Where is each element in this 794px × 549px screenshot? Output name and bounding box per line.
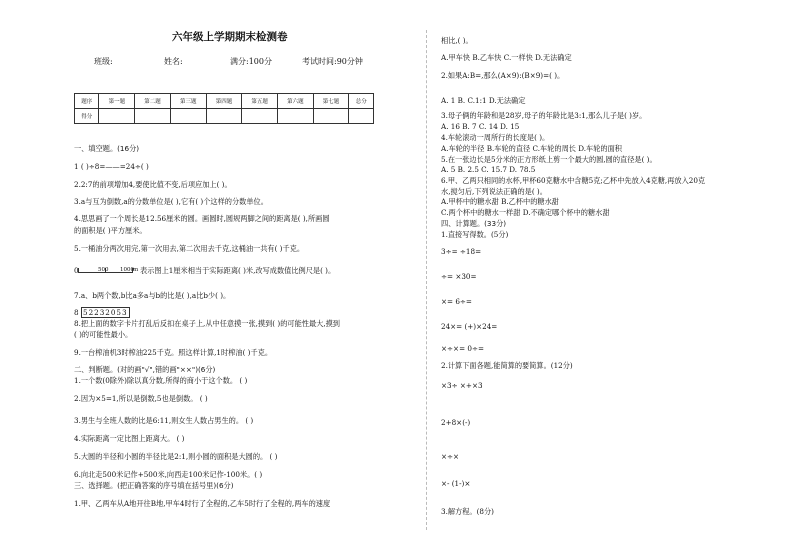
choice-5-options: A. 5 B. 2.5 C. 15.7 D. 78.5 <box>441 165 536 174</box>
section-judge: 二、判断题。(对的画"√",错的画"××")(6分) <box>74 365 216 374</box>
score-blank[interactable] <box>278 109 314 124</box>
column-divider <box>426 30 428 530</box>
score-cell: 第一题 <box>99 94 135 109</box>
question-4-line1: 4.思思画了一个周长是12.56厘米的圆。画圆时,圆规两脚之间的距离是( ),所画圆 <box>74 214 330 223</box>
choice-1-options: A.甲车快 B.乙车快 C.一样快 D.无法确定 <box>441 53 572 62</box>
question-6: 表示图上1厘米相当于实际距离( )米,改写成数值比例尺是( )。 <box>140 266 336 275</box>
question-8-line1: 8.把上面的数字卡片打乱后反扣在桌子上,从中任意摸一张,摸到( )的可能性最大,摸到 <box>74 319 340 328</box>
score-cell: 第四题 <box>206 94 242 109</box>
scale-label-1000: 1000 <box>120 267 134 273</box>
choice-2: 2.如果A:B=,那么(A×9):(B×9)=( )。 <box>441 71 565 80</box>
judge-6: 6.向北走500米记作+500米,向西走100米记作-100米。( ) <box>74 470 263 479</box>
choice-6-option-ab: A.甲杯中的糖水甜 B.乙杯中的糖水甜 <box>441 197 559 206</box>
question-5: 5.一桶油分两次用完,第一次用去,第二次用去千克,这桶油一共有( )千克。 <box>74 244 305 253</box>
scale-label-0: 0 <box>74 266 79 275</box>
calc-direct-row2: ÷= ×30= <box>441 272 477 281</box>
q8-number: 8 <box>74 308 79 317</box>
question-3: 3.a与互为倒数,a的分数单位是( ),它有( )个这样的分数单位。 <box>74 197 268 206</box>
score-blank[interactable] <box>170 109 206 124</box>
score-blank[interactable] <box>206 109 242 124</box>
choice-3-options: A. 16 B. 7 C. 14 D. 15 <box>441 122 520 131</box>
question-8-line2: ( )的可能性最小。 <box>74 330 133 339</box>
choice-1: 1.甲、乙两车从A地开往B地,甲车4时行了全程的,乙车5时行了全程的,两车的速度 <box>74 499 331 508</box>
choice-2-options: A. 1 B. C.1:1 D.无法确定 <box>441 96 526 105</box>
section-calc: 四、计算题。(33分) <box>441 219 507 228</box>
score-cell: 第二题 <box>135 94 171 109</box>
question-1: 1 ( )÷8=——=24÷( ) <box>74 162 149 171</box>
calc-direct-row4: 24×= (+)×24= <box>441 322 498 331</box>
question-9: 9.一台榨油机3时榨油225千克。照这样计算,1时榨油( )千克。 <box>74 348 273 357</box>
choice-3: 3.母子俩的年龄和是28岁,母子的年龄比是3:1,那么儿子是( )岁。 <box>441 111 647 120</box>
class-label: 班级: <box>94 57 113 66</box>
digit-cards: 52232053 <box>83 308 128 317</box>
choice-6-option-cd: C.两个杯中的糖水一样甜 D.不确定哪个杯中的糖水甜 <box>441 208 610 217</box>
question-2: 2.2:7的前项增加4,要使比值不变,后项应加上( )。 <box>74 180 232 189</box>
score-blank[interactable] <box>99 109 135 124</box>
name-label: 姓名: <box>164 57 183 66</box>
judge-2: 2.因为×5=1,所以是倒数,5也是倒数。 ( ) <box>74 394 208 403</box>
score-blank[interactable] <box>135 109 171 124</box>
calc-direct-row3: ×= 6÷= <box>441 297 472 306</box>
score-cell: 第三题 <box>170 94 206 109</box>
calc-direct-row1: 3÷= ÷18= <box>441 247 482 256</box>
section-choice: 三、选择题。(把正确答案的序号填在括号里)(6分) <box>74 481 234 490</box>
question-7: 7.a、b两个数,b比a多a与b的比是( ),a比b少( )。 <box>74 291 231 300</box>
calc-direct-row5: ×÷×= 0÷= <box>441 344 484 353</box>
calc-simplify-row2: 2+8×(-) <box>441 418 471 427</box>
score-cell: 题序 <box>75 94 99 109</box>
calc-equation-title: 3.解方程。(8分) <box>441 507 494 516</box>
score-blank[interactable] <box>349 109 374 124</box>
calc-simplify-row3: ×÷× <box>441 452 460 461</box>
full-score: 满分:100分 <box>230 57 272 66</box>
right-column <box>441 0 781 549</box>
choice-4: 4.车轮滚动一周所行的长度是( )。 <box>441 133 550 142</box>
score-blank[interactable] <box>242 109 278 124</box>
choice-6-line1: 6.甲、乙两只相同的水杯,甲杯60克糖水中含糖5克;乙杯中先放入4克糖,再放入20克 <box>441 176 706 185</box>
exam-time: 考试时间:90分钟 <box>302 57 363 66</box>
score-cell: 第七题 <box>313 94 349 109</box>
calc-direct-title: 1.直接写得数。(5分) <box>441 230 509 239</box>
scale-unit: m <box>133 267 139 273</box>
calc-simplify-row4: ×- (1-)× <box>441 479 471 488</box>
score-table-score-row <box>75 109 374 124</box>
judge-1: 1.一个数(0除外)除以真分数,所得的商小于这个数。 ( ) <box>74 376 248 385</box>
score-cell: 第五题 <box>242 94 278 109</box>
exam-title: 六年级上学期期末检测卷 <box>172 31 288 43</box>
score-cell: 总分 <box>349 94 374 109</box>
calc-simplify-title: 2.计算下面各题,能简算的要简算。(12分) <box>441 361 573 370</box>
judge-3: 3.男生与全班人数的比是6:11,则女生人数占男生的。 ( ) <box>74 416 254 425</box>
score-table <box>74 93 374 124</box>
section-fill-blank: 一、填空题。(16分) <box>74 144 140 153</box>
judge-5: 5.大圆的半径和小圆的半径比是2:1,则小圆的面积是大圆的。 ( ) <box>74 452 278 461</box>
scale-label-500: 500 <box>98 267 109 273</box>
choice-6-line2: 水,搅匀后,下列说法正确的是( )。 <box>441 187 547 196</box>
left-column <box>74 0 412 549</box>
choice-1-cont: 相比,( )。 <box>441 36 473 45</box>
calc-simplify-row1: ×3÷ ×+×3 <box>441 381 483 390</box>
score-table-header-row <box>75 94 374 109</box>
score-cell: 第六题 <box>278 94 314 109</box>
choice-4-options: A.车轮的半径 B.车轮的直径 C.车轮的周长 D.车轮的面积 <box>441 144 622 153</box>
choice-5: 5.在一张边长是5分米的正方形纸上剪一个最大的圆,圆的直径是( )。 <box>441 155 657 164</box>
judge-4: 4.实际距离一定比图上距离大。 ( ) <box>74 434 185 443</box>
question-4-line2: 的面积是( )平方厘米。 <box>74 226 147 235</box>
score-blank[interactable] <box>313 109 349 124</box>
score-row-label: 得分 <box>75 109 99 124</box>
